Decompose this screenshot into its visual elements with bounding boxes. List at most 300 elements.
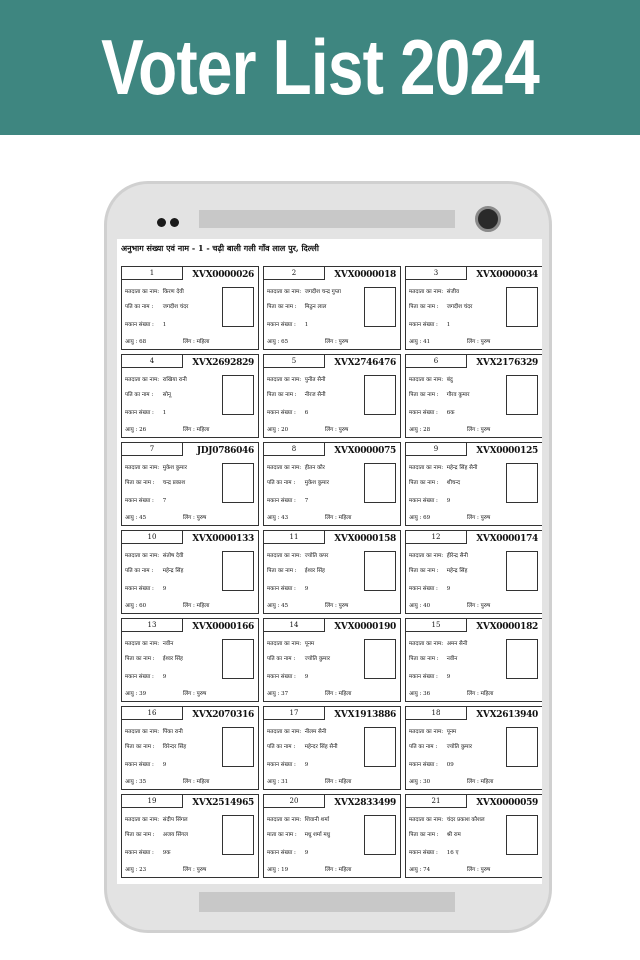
age-value: 40	[423, 603, 431, 609]
epic-number: XVX2514965	[192, 798, 254, 808]
voter-name-label: मतदाता का नाम:	[125, 289, 160, 295]
gender-value: पुरुष	[480, 867, 491, 873]
voter-card-grid	[121, 266, 542, 878]
voter-card	[405, 618, 542, 702]
relation-label: पति का नाम :	[125, 392, 154, 398]
voter-card	[263, 530, 401, 614]
voter-card	[405, 442, 542, 526]
photo-placeholder	[364, 463, 396, 503]
gender-label: लिंग :	[325, 867, 337, 873]
house-label: मकान संख्या :	[409, 322, 438, 328]
age-label: आयु :	[125, 867, 138, 873]
voter-name-label: मतदाता का नाम:	[409, 377, 444, 383]
gender-label: लिंग :	[325, 603, 337, 609]
age-value: 60	[139, 603, 147, 609]
gender-value: पुरुष	[480, 339, 491, 345]
epic-number: XVX0000190	[334, 622, 396, 632]
banner	[0, 0, 640, 135]
house-number: 9	[162, 762, 167, 768]
voter-name: नवीन	[162, 641, 174, 647]
house-number: 7	[304, 498, 309, 504]
house-number: 16 ए	[446, 850, 459, 856]
photo-placeholder	[364, 639, 396, 679]
age-label: आयु :	[409, 339, 422, 345]
voter-card	[263, 354, 401, 438]
epic-number: XVX2746476	[334, 358, 396, 368]
relation-name: महेन्द्र सिंह	[446, 568, 468, 574]
voter-name-label: मतदाता का नाम:	[409, 289, 444, 295]
serial-number: 21	[405, 794, 467, 808]
gender-value: पुरुष	[480, 427, 491, 433]
voter-name: हीतन कौर	[304, 465, 325, 471]
serial-number: 15	[405, 618, 467, 632]
relation-name: गौरव कुमार	[446, 392, 470, 398]
voter-name-label: मतदाता का नाम:	[267, 465, 302, 471]
age-value: 41	[423, 339, 431, 345]
relation-label: पिता का नाम :	[267, 304, 297, 310]
voter-name: अमन सैनी	[446, 641, 468, 647]
relation-name: मुकेश कुमार	[304, 480, 329, 486]
photo-placeholder	[222, 375, 254, 415]
house-label: मकान संख्या :	[267, 322, 296, 328]
house-label: मकान संख्या :	[409, 674, 438, 680]
relation-name: महेन्दर सिंह सैनी	[304, 744, 338, 750]
relation-name: अजय सिंगल	[162, 832, 188, 838]
house-label: मकान संख्या :	[267, 850, 296, 856]
house-label: मकान संख्या :	[267, 410, 296, 416]
gender-value: पुरुष	[338, 603, 349, 609]
epic-number: JDJ0786046	[196, 446, 254, 456]
house-label: मकान संख्या :	[409, 850, 438, 856]
photo-placeholder	[506, 551, 538, 591]
voter-name: जगदीश चन्द्र गुप्ता	[304, 289, 341, 295]
photo-placeholder	[364, 727, 396, 767]
house-number: 9	[446, 498, 451, 504]
relation-name: मधु शर्मा मधु	[304, 832, 331, 838]
voter-name-label: मतदाता का नाम:	[267, 553, 302, 559]
gender-label: लिंग :	[467, 339, 479, 345]
epic-number: XVX2176329	[476, 358, 538, 368]
age-label: आयु :	[267, 867, 280, 873]
serial-number: 16	[121, 706, 183, 720]
epic-number: XVX2070316	[192, 710, 254, 720]
gender-label: लिंग :	[183, 603, 195, 609]
age-label: आयु :	[267, 515, 280, 521]
relation-label: पति का नाम :	[267, 744, 296, 750]
gender-label: लिंग :	[325, 339, 337, 345]
age-label: आयु :	[409, 691, 422, 697]
age-label: आयु :	[267, 603, 280, 609]
voter-name-label: मतदाता का नाम:	[267, 817, 302, 823]
relation-label: पिता का नाम :	[125, 832, 155, 838]
voter-card	[121, 530, 259, 614]
epic-number: XVX0000059	[476, 798, 538, 808]
epic-number: XVX1913886	[334, 710, 396, 720]
gender-label: लिंग :	[467, 515, 479, 521]
voter-name: राखिया रानी	[162, 377, 187, 383]
gender-value: पुरुष	[196, 691, 207, 697]
photo-placeholder	[506, 815, 538, 855]
serial-number: 20	[263, 794, 325, 808]
relation-name: चन्द्र प्रकाश	[162, 480, 186, 486]
gender-value: महिला	[196, 603, 210, 609]
voter-card	[405, 530, 542, 614]
house-number: 9	[446, 586, 451, 592]
voter-name: बंदु	[446, 377, 453, 383]
voter-name-label: मतदाता का नाम:	[409, 641, 444, 647]
age-value: 19	[281, 867, 289, 873]
epic-number: XVX0000018	[334, 270, 396, 280]
voter-card	[405, 794, 542, 878]
age-label: आयु :	[409, 427, 422, 433]
gender-label: लिंग :	[183, 691, 195, 697]
gender-label: लिंग :	[183, 515, 195, 521]
gender-value: महिला	[196, 427, 210, 433]
speaker-grille	[199, 210, 455, 228]
serial-number: 12	[405, 530, 467, 544]
voter-card	[263, 442, 401, 526]
gender-value: महिला	[196, 779, 210, 785]
photo-placeholder	[222, 727, 254, 767]
age-value: 31	[281, 779, 289, 785]
voter-card	[405, 706, 542, 790]
relation-label: माता का नाम :	[267, 832, 297, 838]
serial-number: 1	[121, 266, 183, 280]
house-label: मकान संख्या :	[125, 674, 154, 680]
serial-number: 14	[263, 618, 325, 632]
age-value: 20	[281, 427, 289, 433]
age-value: 30	[423, 779, 431, 785]
voter-name-label: मतदाता का नाम:	[125, 817, 160, 823]
serial-number: 17	[263, 706, 325, 720]
relation-label: पति का नाम :	[125, 568, 154, 574]
relation-name: शीचन्द	[446, 480, 461, 486]
voter-name-label: मतदाता का नाम:	[267, 377, 302, 383]
relation-label: पिता का नाम :	[409, 392, 439, 398]
voter-card	[121, 706, 259, 790]
gender-label: लिंग :	[467, 603, 479, 609]
house-label: मकान संख्या :	[267, 674, 296, 680]
serial-number: 3	[405, 266, 467, 280]
photo-placeholder	[364, 375, 396, 415]
voter-card	[263, 618, 401, 702]
gender-value: पुरुष	[338, 339, 349, 345]
voter-name: पूनम	[446, 729, 457, 735]
voter-card	[121, 618, 259, 702]
photo-placeholder	[222, 551, 254, 591]
relation-name: ईश्वर सिंह	[304, 568, 325, 574]
photo-placeholder	[222, 463, 254, 503]
house-label: मकान संख्या :	[409, 586, 438, 592]
gender-value: महिला	[338, 515, 352, 521]
serial-number: 5	[263, 354, 325, 368]
house-number: 1	[304, 322, 309, 328]
voter-card	[405, 354, 542, 438]
section-header: अनुभाग संख्या एवं नाम - 1 - चढ़ी बाली गली गाँव लाल पुर, दिल्ली	[121, 243, 319, 253]
house-label: मकान संख्या :	[409, 762, 438, 768]
voter-name: पुनीत सैनी	[304, 377, 326, 383]
voter-name-label: मतदाता का नाम:	[125, 729, 160, 735]
serial-number: 8	[263, 442, 325, 456]
photo-placeholder	[364, 287, 396, 327]
banner-title: Voter List 2024	[101, 23, 539, 111]
age-value: 28	[423, 427, 431, 433]
photo-placeholder	[506, 287, 538, 327]
house-number: 09	[446, 762, 454, 768]
house-label: मकान संख्या :	[267, 498, 296, 504]
epic-number: XVX0000174	[476, 534, 538, 544]
gender-label: लिंग :	[325, 691, 337, 697]
epic-number: XVX2833499	[334, 798, 396, 808]
camera-icon	[475, 206, 501, 232]
gender-label: लिंग :	[183, 867, 195, 873]
age-label: आयु :	[409, 867, 422, 873]
relation-name: महेन्द्र सिंह	[162, 568, 184, 574]
gender-value: पुरुष	[196, 515, 207, 521]
voter-name-label: मतदाता का नाम:	[125, 465, 160, 471]
gender-label: लिंग :	[467, 867, 479, 873]
relation-name: जगदीश चंदर	[162, 304, 189, 310]
house-number: 9	[162, 674, 167, 680]
voter-name: महेन्द्र सिंह सैनी	[446, 465, 478, 471]
voter-card	[121, 442, 259, 526]
house-number: 9क	[162, 850, 171, 856]
age-value: 23	[139, 867, 147, 873]
photo-placeholder	[364, 551, 396, 591]
serial-number: 6	[405, 354, 467, 368]
photo-placeholder	[364, 815, 396, 855]
epic-number: XVX0000026	[192, 270, 254, 280]
phone-mockup	[104, 181, 552, 933]
epic-number: XVX2692829	[192, 358, 254, 368]
voter-name-label: मतदाता का नाम:	[409, 729, 444, 735]
gender-label: लिंग :	[325, 427, 337, 433]
serial-number: 4	[121, 354, 183, 368]
house-number: 7	[162, 498, 167, 504]
age-label: आयु :	[125, 339, 138, 345]
house-number: 1	[162, 322, 167, 328]
age-label: आयु :	[267, 339, 280, 345]
serial-number: 18	[405, 706, 467, 720]
house-label: मकान संख्या :	[125, 410, 154, 416]
photo-placeholder	[506, 375, 538, 415]
relation-label: पिता का नाम :	[409, 480, 439, 486]
gender-value: महिला	[338, 691, 352, 697]
gender-value: महिला	[196, 339, 210, 345]
voter-name: पिंका रानी	[162, 729, 183, 735]
relation-label: पति का नाम :	[267, 656, 296, 662]
age-value: 69	[423, 515, 431, 521]
age-label: आयु :	[125, 603, 138, 609]
voter-name-label: मतदाता का नाम:	[125, 377, 160, 383]
relation-name: ज्योति कुमार	[304, 656, 331, 662]
gender-label: लिंग :	[183, 779, 195, 785]
house-number: 9	[162, 586, 167, 592]
age-label: आयु :	[267, 691, 280, 697]
serial-number: 9	[405, 442, 467, 456]
relation-label: पति का नाम :	[125, 304, 154, 310]
voter-name-label: मतदाता का नाम:	[125, 641, 160, 647]
gender-value: पुरुष	[480, 603, 491, 609]
relation-label: पति का नाम :	[267, 480, 296, 486]
age-value: 45	[281, 603, 289, 609]
relation-name: विरेन्दर सिंह	[162, 744, 187, 750]
voter-card	[263, 706, 401, 790]
gender-label: लिंग :	[325, 779, 337, 785]
photo-placeholder	[222, 815, 254, 855]
epic-number: XVX0000133	[192, 534, 254, 544]
gender-value: पुरुष	[338, 427, 349, 433]
serial-number: 11	[263, 530, 325, 544]
age-value: 39	[139, 691, 147, 697]
epic-number: XVX0000125	[476, 446, 538, 456]
voter-name: किरण देवी	[162, 289, 184, 295]
serial-number: 2	[263, 266, 325, 280]
voter-name: संदीप सिंगल	[162, 817, 188, 823]
age-value: 37	[281, 691, 289, 697]
epic-number: XVX0000075	[334, 446, 396, 456]
relation-label: पिता का नाम :	[409, 304, 439, 310]
gender-value: महिला	[480, 779, 494, 785]
voter-card	[121, 794, 259, 878]
house-label: मकान संख्या :	[409, 410, 438, 416]
relation-name: नीरज सैनी	[304, 392, 326, 398]
age-label: आयु :	[125, 779, 138, 785]
gender-label: लिंग :	[325, 515, 337, 521]
age-value: 36	[423, 691, 431, 697]
serial-number: 10	[121, 530, 183, 544]
house-number: 1	[162, 410, 167, 416]
relation-label: पिता का नाम :	[267, 392, 297, 398]
voter-name: हीरेन्द्र सैनी	[446, 553, 468, 559]
phone-screen	[117, 239, 542, 884]
gender-label: लिंग :	[467, 427, 479, 433]
gender-label: लिंग :	[183, 427, 195, 433]
age-value: 43	[281, 515, 289, 521]
relation-label: पिता का नाम :	[267, 568, 297, 574]
gender-label: लिंग :	[467, 691, 479, 697]
house-label: मकान संख्या :	[267, 586, 296, 592]
gender-value: महिला	[338, 867, 352, 873]
voter-name: नीलम सैनी	[304, 729, 327, 735]
relation-name: मिठुन लाल	[304, 304, 327, 310]
relation-label: पिता का नाम :	[409, 832, 439, 838]
voter-card	[121, 266, 259, 350]
house-number: 9	[304, 674, 309, 680]
house-label: मकान संख्या :	[125, 586, 154, 592]
home-button-bar[interactable]	[199, 892, 455, 912]
relation-label: पिता का नाम :	[125, 480, 155, 486]
age-value: 68	[139, 339, 147, 345]
age-label: आयु :	[267, 427, 280, 433]
house-number: 9	[304, 850, 309, 856]
relation-label: पति का नाम :	[409, 744, 438, 750]
voter-name: संतोष देवी	[162, 553, 184, 559]
relation-label: पिता का नाम :	[409, 568, 439, 574]
age-label: आयु :	[125, 427, 138, 433]
serial-number: 7	[121, 442, 183, 456]
house-label: मकान संख्या :	[125, 322, 154, 328]
age-label: आयु :	[267, 779, 280, 785]
voter-name-label: मतदाता का नाम:	[409, 553, 444, 559]
voter-name-label: मतदाता का नाम:	[125, 553, 160, 559]
serial-number: 13	[121, 618, 183, 632]
gender-value: महिला	[480, 691, 494, 697]
epic-number: XVX0000034	[476, 270, 538, 280]
voter-name-label: मतदाता का नाम:	[267, 641, 302, 647]
relation-name: जगदीश चंदर	[446, 304, 473, 310]
sensor-dots-icon	[157, 218, 179, 227]
relation-label: पिता का नाम :	[409, 656, 439, 662]
relation-name: ज्योति कुमार	[446, 744, 473, 750]
voter-name-label: मतदाता का नाम:	[409, 817, 444, 823]
relation-name: श्री राम	[446, 832, 461, 838]
age-value: 45	[139, 515, 147, 521]
voter-name: पूनम	[304, 641, 315, 647]
house-number: 6क	[446, 410, 455, 416]
age-value: 35	[139, 779, 147, 785]
photo-placeholder	[506, 463, 538, 503]
age-value: 74	[423, 867, 431, 873]
gender-label: लिंग :	[467, 779, 479, 785]
house-number: 9	[304, 762, 309, 768]
gender-label: लिंग :	[183, 339, 195, 345]
voter-name-label: मतदाता का नाम:	[267, 729, 302, 735]
relation-name: ईश्वर सिंह	[162, 656, 183, 662]
gender-value: पुरुष	[480, 515, 491, 521]
epic-number: XVX0000158	[334, 534, 396, 544]
voter-name-label: मतदाता का नाम:	[267, 289, 302, 295]
photo-placeholder	[222, 287, 254, 327]
voter-name: चंदर प्रकाश कौशल	[446, 817, 485, 823]
age-label: आयु :	[409, 603, 422, 609]
relation-label: पिता का नाम :	[125, 656, 155, 662]
house-number: 9	[446, 674, 451, 680]
house-number: 6	[304, 410, 309, 416]
house-label: मकान संख्या :	[125, 498, 154, 504]
voter-name: शिवानी शर्मा	[304, 817, 330, 823]
house-label: मकान संख्या :	[125, 762, 154, 768]
epic-number: XVX0000166	[192, 622, 254, 632]
photo-placeholder	[506, 639, 538, 679]
voter-card	[263, 794, 401, 878]
relation-name: सोनू	[162, 392, 171, 398]
voter-name: संजीव	[446, 289, 460, 295]
voter-name-label: मतदाता का नाम:	[409, 465, 444, 471]
photo-placeholder	[506, 727, 538, 767]
age-value: 26	[139, 427, 147, 433]
house-label: मकान संख्या :	[409, 498, 438, 504]
house-label: मकान संख्या :	[125, 850, 154, 856]
gender-value: महिला	[338, 779, 352, 785]
age-label: आयु :	[125, 691, 138, 697]
house-number: 9	[304, 586, 309, 592]
voter-card	[263, 266, 401, 350]
voter-name: मुकेश कुमार	[162, 465, 187, 471]
relation-label: पिता का नाम :	[125, 744, 155, 750]
age-label: आयु :	[125, 515, 138, 521]
serial-number: 19	[121, 794, 183, 808]
age-value: 65	[281, 339, 289, 345]
age-label: आयु :	[409, 515, 422, 521]
house-label: मकान संख्या :	[267, 762, 296, 768]
age-label: आयु :	[409, 779, 422, 785]
epic-number: XVX0000182	[476, 622, 538, 632]
gender-value: पुरुष	[196, 867, 207, 873]
house-number: 1	[446, 322, 451, 328]
voter-card	[405, 266, 542, 350]
voter-card	[121, 354, 259, 438]
